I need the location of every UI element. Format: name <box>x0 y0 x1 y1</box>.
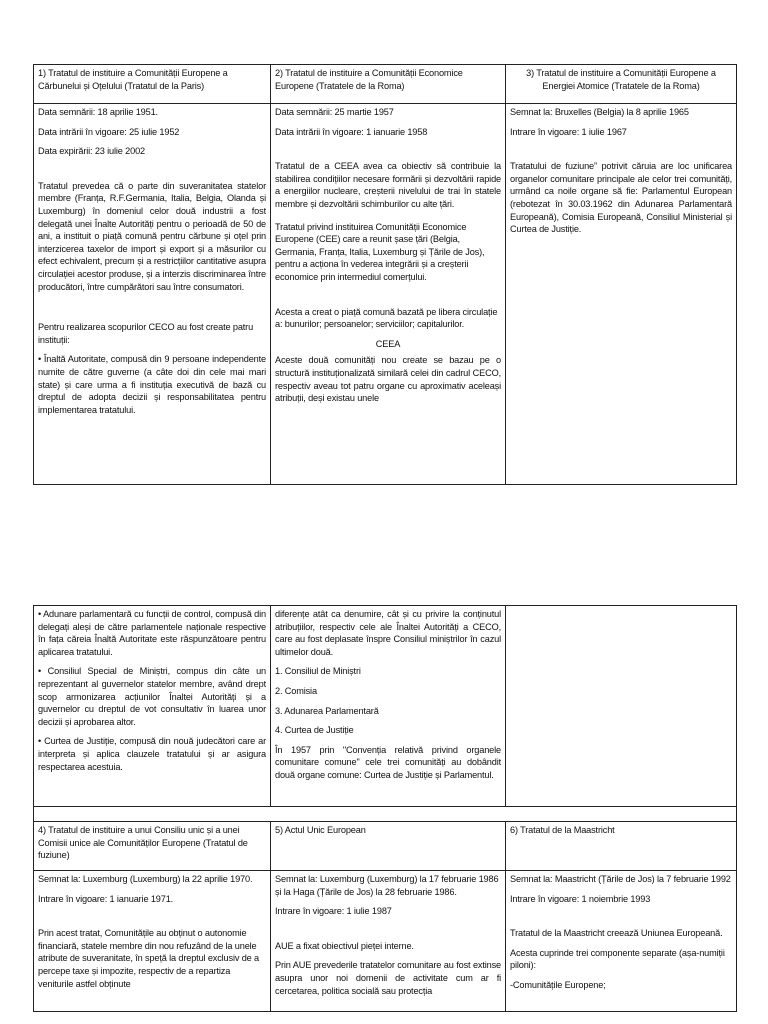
date-signed: Semnat la: Luxemburg (Luxemburg) la 22 aprilie 1970. <box>38 874 253 884</box>
date-in-force: Data intrării în vigoare: 1 ianuarie 1958 <box>275 126 428 137</box>
treaties-table-bottom <box>33 605 737 1012</box>
date-in-force: Intrare în vigoare: 1 ianuarie 1971. <box>38 893 174 904</box>
date-in-force: Intrare în vigoare: 1 iulie 1967 <box>510 126 627 137</box>
paragraph: Tratatul prevedea că o parte din suveranitatea statelor membre (Franța, R.F.Germania, Italia, Belgia, Olanda și Luxemburg) în domeniul celor două industrii a fost delegată unei Înalte Autorități pentru o perioadă de 50 de ani, a instituit o piață comună pentru cărbune și oțel prin interzicerea taxelor de import și export și a măsurilor cu efect echivalent, precum și a restricțiilor cantitative asupra circulației acestor produse, și a interzis discriminarea între producători, între cumpărători sau între consumatori. <box>38 180 266 292</box>
bullet-item: • Curtea de Justiție, compusă din nouă judecători care ar interpreta și aplica clauzele tratatului și ar asigura respectarea acestuia. <box>38 736 266 772</box>
paragraph: Prin AUE prevederile tratatelor comunitare au fost extinse asupra unor noi domenii de activitate cum ar fi cercetarea, politica socială sau protecția <box>275 960 501 996</box>
paragraph: Tratatul privind instituirea Comunității Economice Europene (CEE) care a reunit șase țări (Belgia, Germania, Franța, Italia, Luxemburg și Țările de Jos), pentru a acționa în vederea integrării și a creșterii economice prin intermediul comerțului. <box>275 221 485 282</box>
paragraph: AUE a fixat obiectivul pieței interne. <box>275 940 414 951</box>
bullet-item: • Înaltă Autoritate, compusă din 9 persoane independente numite de către guverne (a câte doi din cele mai mari state) și care urma a fi instituția executivă de bază cu dreptul de adopta decizii și responsabilitatea pentru implementarea tratatului. <box>38 354 266 415</box>
cell-treaty-1 <box>34 104 271 485</box>
date-in-force: Intrare în vigoare: 1 noiembrie 1993 <box>510 893 651 904</box>
spacer-cell <box>34 807 737 822</box>
date-signed: Semnat la: Bruxelles (Belgia) la 8 aprilie 1965 <box>510 107 689 117</box>
cell-treaty-3 <box>506 104 737 485</box>
bullet-item: • Adunare parlamentară cu funcții de control, compusă din delegați aleși de către parlamentele naționale respective în fața căreia Înaltă Autoritate este răspunzătoare pentru aplicarea tratatului. <box>38 609 266 657</box>
paragraph: Acesta cuprinde trei componente separate (așa-numiții piloni): <box>510 947 725 971</box>
paragraph: Pentru realizarea scopurilor CECO au fost create patru instituții: <box>38 322 254 345</box>
header-cell-treaty-3: 3) Tratatul de instituire a Comunității Europene a Energiei Atomice (Tratatele de la Roma) <box>506 65 737 104</box>
cell-continuation-2 <box>271 606 506 807</box>
list-item: 4. Curtea de Justiție <box>275 725 354 736</box>
table-row-continuation <box>34 606 737 807</box>
treaties-table-top <box>33 64 737 485</box>
date-signed: Semnat la: Luxemburg (Luxemburg) la 17 februarie 1986 și la Haga (Țările de Jos) la 28 februarie 1986. <box>275 874 499 897</box>
header-cell-treaty-2: 2) Tratatul de instituire a Comunității Economice Europene (Tratatele de la Roma) <box>271 65 506 104</box>
paragraph: Acesta a creat o piață comună bazată pe libera circulație a: bunurilor; persoanelor; serviciilor; capitalurilor. <box>275 306 498 330</box>
header-cell-treaty-5: 5) Actul Unic European <box>271 822 506 871</box>
cell-continuation-3 <box>506 606 737 807</box>
paragraph: Tratatul de a CEEA avea ca obiectiv să contribuie la stabilirea condițiilor necesare formării și dezvoltării rapide a energiilor nucleare, creșterii nivelului de trai în statele membre și dezvoltării schimburilor cu alte țări. <box>275 161 501 209</box>
cell-treaty-6 <box>506 871 737 1012</box>
cell-continuation-1 <box>34 606 271 807</box>
table-header-row <box>34 822 737 871</box>
paragraph: Aceste două comunități nou create se bazau pe o structură instituționalizată similară celei din cadrul CECO, respectiv aveau tot patru organe cu aproximativ aceleași atribuții, deși existau unele <box>275 355 501 404</box>
header-cell-treaty-6: 6) Tratatul de la Maastricht <box>506 822 737 871</box>
header-cell-treaty-4: 4) Tratatul de instituire a unui Consiliu unic și a unei Comisii unice ale Comunităților Europene (Tratatul de fuziune) <box>34 822 271 871</box>
table-row <box>34 104 737 485</box>
date-expiry: Data expirării: 23 iulie 2002 <box>38 146 145 157</box>
paragraph: În 1957 prin "Convenția relativă privind organele comunitare comune" cele trei comunități au dobândit două organe comune: Curtea de Justiție și Parlamentul. <box>275 744 501 780</box>
paragraph: Tratatului de fuziune” potrivit căruia are loc unificarea organelor comunitare principale ale celor trei comunități, urmând ca noile organe să fie: Parlamentul European (rebotezat în 30.03.1962 din Adunarea Parlamentară Europeană), Comisia Europeană, Consiliul Ministerial și Curtea de Justiție. <box>510 161 732 235</box>
date-signed: Data semnării: 25 martie 1957 <box>275 107 394 117</box>
date-signed: Data semnării: 18 aprilie 1951. <box>38 107 158 117</box>
date-in-force: Intrare în vigoare: 1 iulie 1987 <box>275 906 392 917</box>
list-item: 1. Consiliul de Miniștri <box>275 666 361 677</box>
cell-treaty-5 <box>271 871 506 1012</box>
paragraph: Prin acest tratat, Comunitățile au obținut o autonomie financiară, statele membre din nou refuzând de la unele atribute de suveranitate, în speță la dreptul exclusiv de a percepe taxe și impozite, respectiv de a repartiza veniturile astfel obținute <box>38 928 259 989</box>
table-spacer-row <box>34 807 737 822</box>
header-cell-treaty-1: 1) Tratatul de instituire a Comunității Europene a Cărbunelui și Oțelului (Tratatul de la Paris) <box>34 65 271 104</box>
list-item: 3. Adunarea Parlamentară <box>275 705 379 716</box>
table-row <box>34 871 737 1012</box>
bullet-item: • Consiliul Special de Miniștri, compus din câte un reprezentant al guvernelor statelor membre, având drept scop armonizarea acțiunilor Înaltei Autorități și a guvernelor cu dreptul de vot consultativ în luarea unor decizii și aprobarea altor. <box>38 666 266 727</box>
cell-treaty-2 <box>271 104 506 485</box>
paragraph: Tratatul de la Maastricht creează Uniunea Europeană. <box>510 928 723 939</box>
section-label: CEEA <box>375 338 401 349</box>
table-header-row <box>34 65 737 104</box>
cell-treaty-4 <box>34 871 271 1012</box>
paragraph: -Comunitățile Europene; <box>510 979 606 990</box>
paragraph: diferențe atât ca denumire, cât și cu privire la conținutul atribuțiilor, respectiv cele ale Înaltei Autorități a CECO, care au fost deplasate înspre Consiliul miniștrilor în cazul ultimelor două. <box>275 609 501 657</box>
date-in-force: Data intrării în vigoare: 25 iulie 1952 <box>38 126 180 137</box>
date-signed: Semnat la: Maastricht (Țările de Jos) la 7 februarie 1992 <box>510 874 731 884</box>
list-item: 2. Comisia <box>275 685 317 696</box>
